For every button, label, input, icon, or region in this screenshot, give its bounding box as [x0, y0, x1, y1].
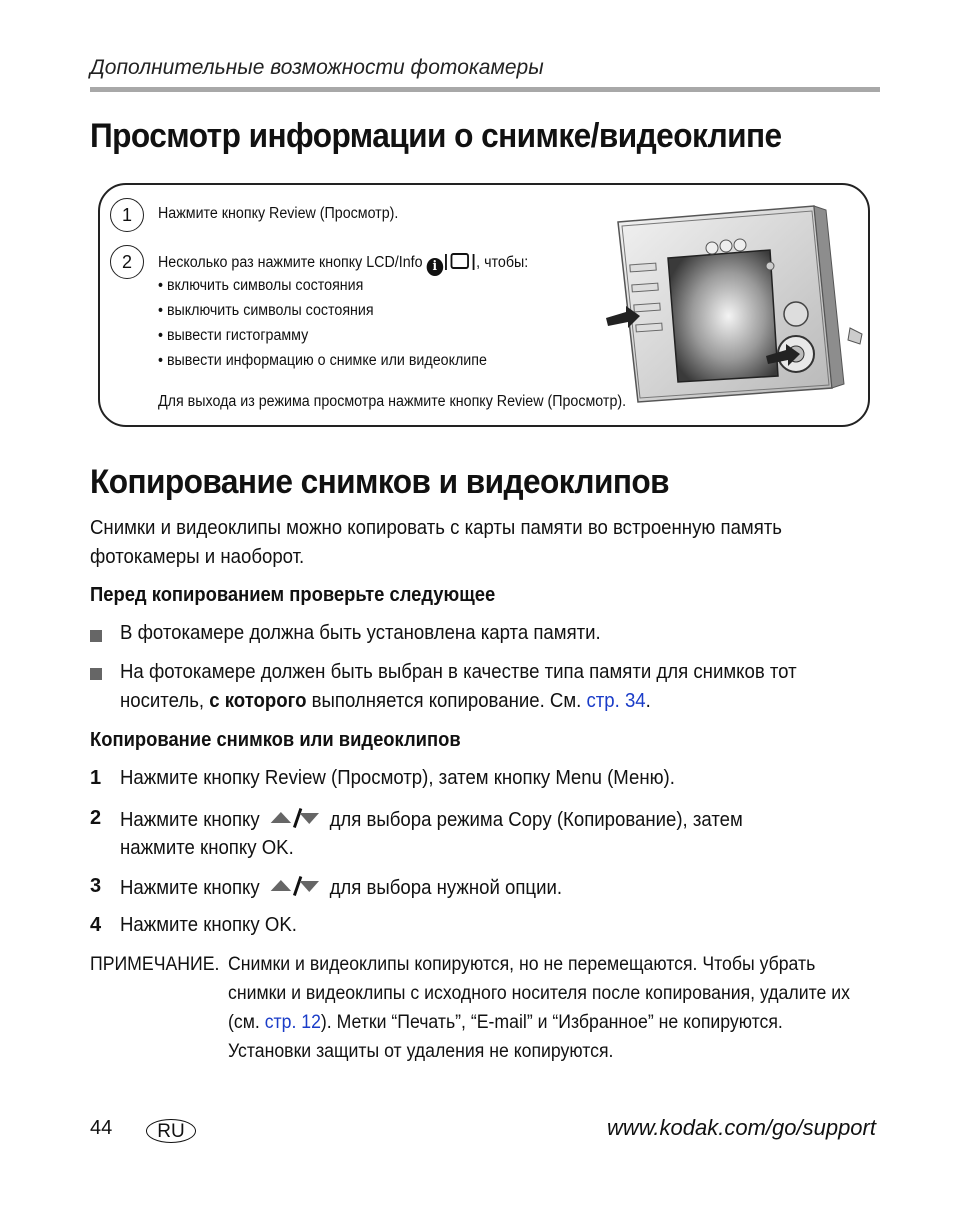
bullet-item: • вывести гистограмму — [158, 327, 309, 344]
check-item-2-line-1: На фотокамере должен быть выбран в качестве типа памяти для снимков тот — [120, 661, 797, 683]
copy-step-1: Нажмите кнопку Review (Просмотр), затем кнопку Menu (Меню). — [120, 767, 675, 789]
note-line-2: снимки и видеоклипы с исходного носителя после копирования, удалите их — [228, 983, 850, 1004]
step-number: 4 — [90, 914, 102, 936]
running-header: Дополнительные возможности фотокамеры — [90, 56, 544, 79]
copy-step-3 — [120, 875, 562, 900]
page-34-link[interactable]: стр. 34 — [586, 690, 646, 712]
note-line-1: Снимки и видеоклипы копируются, но не перемещаются. Чтобы убрать — [228, 954, 816, 975]
bullet-square-icon — [90, 668, 102, 680]
check-heading: Перед копированием проверьте следующее — [90, 584, 496, 606]
copy-step-2-line-2: нажмите кнопку OK. — [120, 837, 294, 859]
text-run: для выбора режима Copy (Копирование), затем — [329, 809, 743, 831]
text-run: выполняется копирование. См. — [306, 690, 587, 712]
text-run: Нажмите кнопку — [120, 877, 260, 899]
step-number: 2 — [90, 807, 102, 829]
copy-step-4: Нажмите кнопку OK. — [120, 914, 297, 936]
bullet-item: • выключить символы состояния — [158, 302, 374, 319]
page-12-link[interactable]: стр. 12 — [264, 1012, 321, 1033]
bullet-square-icon — [90, 630, 102, 642]
text-run: (см. — [228, 1012, 265, 1033]
copy-step-2-line-1 — [120, 807, 743, 832]
check-item-1: В фотокамере должна быть установлена карта памяти. — [120, 622, 601, 644]
step-number-1: 1 — [110, 198, 144, 232]
note-label: ПРИМЕЧАНИЕ. — [90, 954, 220, 975]
lcd-icon — [450, 253, 468, 269]
callout-step-2-text: Несколько раз нажмите кнопку LCD/Info — [158, 254, 423, 271]
step-number: 3 — [90, 875, 102, 897]
language-badge: RU — [146, 1119, 196, 1143]
text-run: для выбора нужной опции. — [329, 877, 563, 899]
callout-step-2-suffix: , чтобы: — [476, 254, 529, 271]
section-title-review-info: Просмотр информации о снимке/видеоклипе — [90, 117, 782, 155]
info-icon: i — [426, 258, 443, 276]
up-down-arrows-icon — [269, 807, 321, 829]
separator-icon — [472, 254, 474, 270]
page-number: 44 — [90, 1117, 113, 1139]
copy-heading: Копирование снимков или видеоклипов — [90, 729, 461, 751]
intro-line-2: фотокамеры и наоборот. — [90, 546, 305, 568]
text-run: . — [645, 690, 651, 712]
header-rule — [90, 87, 880, 92]
step-number: 1 — [90, 767, 102, 789]
support-url[interactable]: www.kodak.com/go/support — [606, 1115, 876, 1140]
intro-line-1: Снимки и видеоклипы можно копировать с карты памяти во встроенную память — [90, 517, 782, 539]
bullet-item: • вывести информацию о снимке или видеоклипе — [158, 352, 487, 369]
note-line-3 — [228, 1012, 783, 1034]
bullet-item: • включить символы состояния — [158, 277, 364, 294]
note-line-4: Установки защиты от удаления не копируются. — [228, 1041, 614, 1062]
separator-icon — [445, 254, 447, 270]
callout-step-2-line — [158, 253, 528, 276]
step-number-2: 2 — [110, 245, 144, 279]
emphasis: с которого — [209, 690, 307, 712]
callout-exit-text: Для выхода из режима просмотра нажмите кнопку Review (Просмотр). — [158, 393, 627, 410]
text-run: ). Метки “Печать”, “E-mail” и “Избранное” не копируются. — [320, 1012, 783, 1033]
text-run: носитель, — [120, 690, 210, 712]
callout-step-1-text: Нажмите кнопку Review (Просмотр). — [158, 205, 399, 222]
check-item-2-line-2 — [120, 690, 651, 713]
text-run: Нажмите кнопку — [120, 809, 260, 831]
section-title-copy: Копирование снимков и видеоклипов — [90, 463, 670, 501]
up-down-arrows-icon — [269, 875, 321, 897]
camera-illustration — [600, 196, 868, 408]
